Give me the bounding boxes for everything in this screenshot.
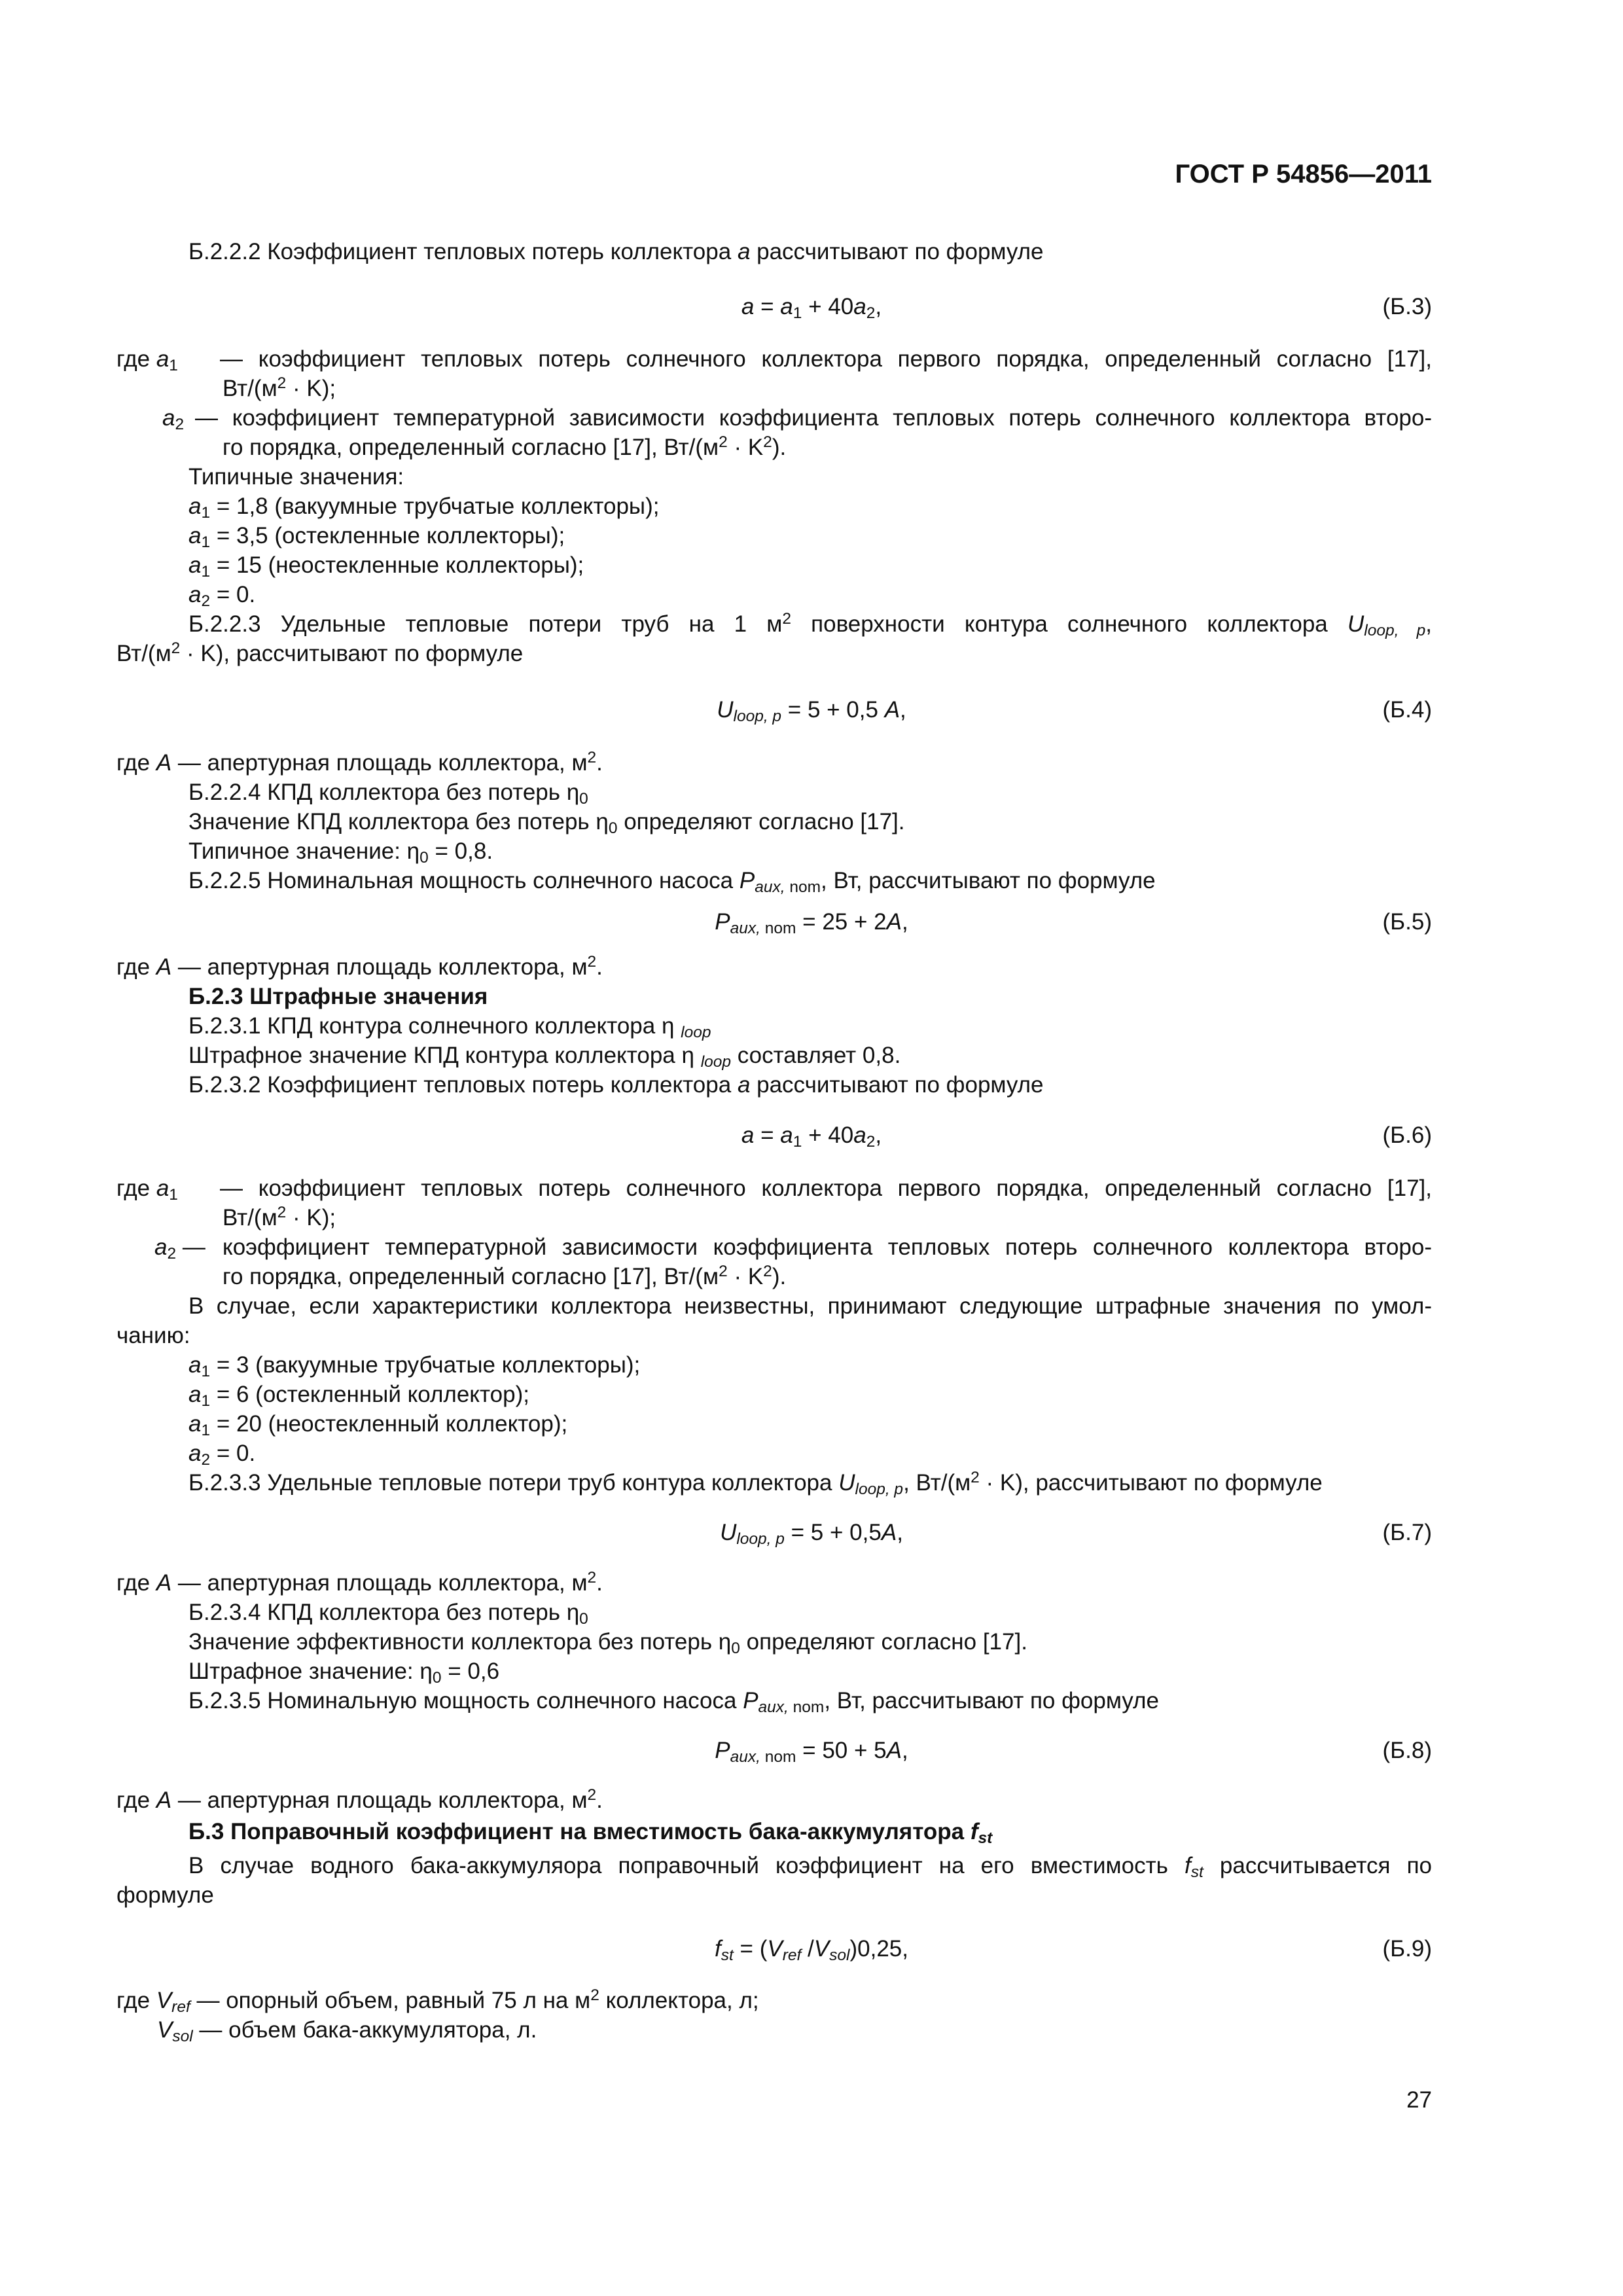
where-a1-label: где $a_1$ bbox=[116, 346, 178, 374]
where-a2-line1: — коэффициент температурной зависимости коэффициента тепловых потерь солнечного коллектора второ- bbox=[195, 405, 1432, 431]
section-b23-heading: Б.2.3 Штрафные значения bbox=[188, 984, 488, 1009]
where-vsol: $V_{sol}$ — объем бака-аккумулятора, л. bbox=[157, 2017, 537, 2045]
clause-b3-line1: В случае водного бака-аккумуляора поправочный коэффициент на его вместимость $f_{st}$ рассчитывается по bbox=[188, 1853, 1432, 1881]
section-b3-heading: Б.3 Поправочный коэффициент на вместимость бака-аккумулятора $f_{st}$ bbox=[188, 1819, 993, 1847]
clause-b234-line3: Штрафное значение: $\eta_0 = 0,6$ bbox=[188, 1659, 500, 1687]
clause-b233-line1: Б.2.3.3 Удельные тепловые потери труб контура коллектора $U_{loop, p}$, $Вт/(м^2 \cdot K)$, рассчитывают по формуле bbox=[188, 1469, 1323, 1498]
formula-number-b7: (Б.7) bbox=[1382, 1520, 1432, 1545]
clause-b224-line1: Б.2.2.4 КПД коллектора без потерь $\eta_0$ bbox=[188, 780, 588, 808]
case-line2: чанию: bbox=[116, 1323, 190, 1348]
where-A: где A — апертурная площадь коллектора, $м^2$. bbox=[116, 1786, 603, 1813]
clause-b223-line1: Б.2.2.3 Удельные тепловые потери труб на 1 $м^2$ поверхности контура солнечного коллектора $U_{loop, p}$, bbox=[188, 610, 1433, 639]
formula-b7: $U_{loop, p} = 5 + 0,5A$, bbox=[720, 1520, 903, 1548]
where-a2-label: $a_2$ — bbox=[154, 1234, 205, 1263]
where-a1-line1: — коэффициент тепловых потерь солнечного коллектора первого порядка, определенный согласно [17], bbox=[220, 1175, 1432, 1201]
default-item: $a_1 = 6$ (остекленный коллектор); bbox=[188, 1382, 529, 1410]
clause-b235-line1: Б.2.3.5 Номинальную мощность солнечного насоса $P_{aux, nom}$, Вт, рассчитывают по формуле bbox=[188, 1688, 1159, 1716]
formula-b4: $U_{loop, p} = 5 + 0,5$ A, bbox=[717, 697, 906, 725]
typical-title: Типичные значения: bbox=[188, 464, 404, 490]
formula-number-b9: (Б.9) bbox=[1382, 1936, 1432, 1962]
where-vref: где $V_{ref}$ — опорный объем, равный 75 л на $м^2$ коллектора, л; bbox=[116, 1986, 759, 2016]
where-a2-line2: го порядка, определенный согласно [17], $Вт/(м^2 \cdot K^2)$. bbox=[223, 1263, 787, 1289]
where-a1-line2: $Вт/(м^2 \cdot K)$; bbox=[223, 374, 336, 401]
where-a1-line2: $Вт/(м^2 \cdot K)$; bbox=[223, 1204, 336, 1230]
where-A: где A — апертурная площадь коллектора, $м^2$. bbox=[116, 953, 603, 980]
where-a1-line1: — коэффициент тепловых потерь солнечного коллектора первого порядка, определенный согласно [17], bbox=[220, 346, 1432, 372]
clause-b3-line2: формуле bbox=[116, 1882, 214, 1908]
formula-number-b4: (Б.4) bbox=[1382, 697, 1432, 723]
formula-b6: $a = a_1 + 40a_2$, bbox=[741, 1122, 882, 1151]
clause-b231-line2: Штрафное значение КПД контура коллектора η $_{loop}$ составляет 0,8. bbox=[188, 1043, 901, 1071]
formula-number-b5: (Б.5) bbox=[1382, 909, 1432, 935]
typical-item: $a_1 = 1,8$ (вакуумные трубчатые коллекторы); bbox=[188, 493, 660, 522]
document-code: ГОСТ Р 54856—2011 bbox=[1175, 160, 1432, 188]
clause-b222-intro: Б.2.2.2 Коэффициент тепловых потерь коллектора a рассчитывают по формуле bbox=[188, 239, 1044, 264]
typical-item: $a_2 = 0$. bbox=[188, 582, 256, 610]
formula-b8: $P_{aux, nom} = 50 + 5A$, bbox=[715, 1738, 908, 1766]
where-a2-line1: коэффициент температурной зависимости коэффициента тепловых потерь солнечного коллектора второ- bbox=[223, 1234, 1432, 1260]
where-A: где A — апертурная площадь коллектора, $м^2$. bbox=[116, 1569, 603, 1596]
clause-b223-line2: $Вт/(м^2 \cdot K)$, рассчитывают по формуле bbox=[116, 639, 524, 666]
typical-item: $a_1 = 15$ (неостекленные коллекторы); bbox=[188, 552, 584, 581]
clause-b224-line3: Типичное значение: $\eta_0 = 0,8$. bbox=[188, 838, 493, 867]
clause-b231-line1: Б.2.3.1 КПД контура солнечного коллектора η $_{loop}$ bbox=[188, 1013, 711, 1041]
where-A: где A — апертурная площадь коллектора, $м^2$. bbox=[116, 749, 603, 776]
formula-b9: $f_{st} = (V_{ref}$ $/V_{sol})0,25$, bbox=[715, 1936, 908, 1964]
formula-b3: $a = a_1 + 40a_2$, bbox=[741, 294, 882, 322]
formula-b5: $P_{aux, nom} = 25 + 2A$, bbox=[715, 909, 908, 937]
clause-b224-line2: Значение КПД коллектора без потерь $\eta_0$ определяют согласно [17]. bbox=[188, 809, 905, 837]
clause-b232-line1: Б.2.3.2 Коэффициент тепловых потерь коллектора a рассчитывают по формуле bbox=[188, 1072, 1044, 1098]
typical-item: $a_1 = 3,5$ (остекленные коллекторы); bbox=[188, 523, 565, 551]
clause-b234-line2: Значение эффективности коллектора без потерь $\eta_0$ определяют согласно [17]. bbox=[188, 1629, 1027, 1657]
where-a2-label: $a_2$ bbox=[162, 405, 185, 433]
default-item: $a_1 = 20$ (неостекленный коллектор); bbox=[188, 1411, 568, 1439]
clause-b225-line1: Б.2.2.5 Номинальная мощность солнечного насоса $P_{aux, nom}$, Вт, рассчитывают по формуле bbox=[188, 868, 1156, 896]
page-number: 27 bbox=[1406, 2087, 1432, 2113]
default-item: $a_1 = 3$ (вакуумные трубчатые коллекторы); bbox=[188, 1352, 641, 1380]
formula-number-b3: (Б.3) bbox=[1382, 294, 1432, 319]
where-a1-label: где $a_1$ bbox=[116, 1175, 178, 1204]
default-item: $a_2 = 0$. bbox=[188, 1441, 256, 1469]
clause-b234-line1: Б.2.3.4 КПД коллектора без потерь $\eta_0$ bbox=[188, 1600, 588, 1628]
formula-number-b6: (Б.6) bbox=[1382, 1122, 1432, 1148]
formula-number-b8: (Б.8) bbox=[1382, 1738, 1432, 1763]
case-line1: В случае, если характеристики коллектора неизвестны, принимают следующие штрафные значения по умол- bbox=[188, 1293, 1432, 1319]
where-a2-line2: го порядка, определенный согласно [17], $Вт/(м^2 \cdot K^2)$. bbox=[223, 433, 787, 460]
